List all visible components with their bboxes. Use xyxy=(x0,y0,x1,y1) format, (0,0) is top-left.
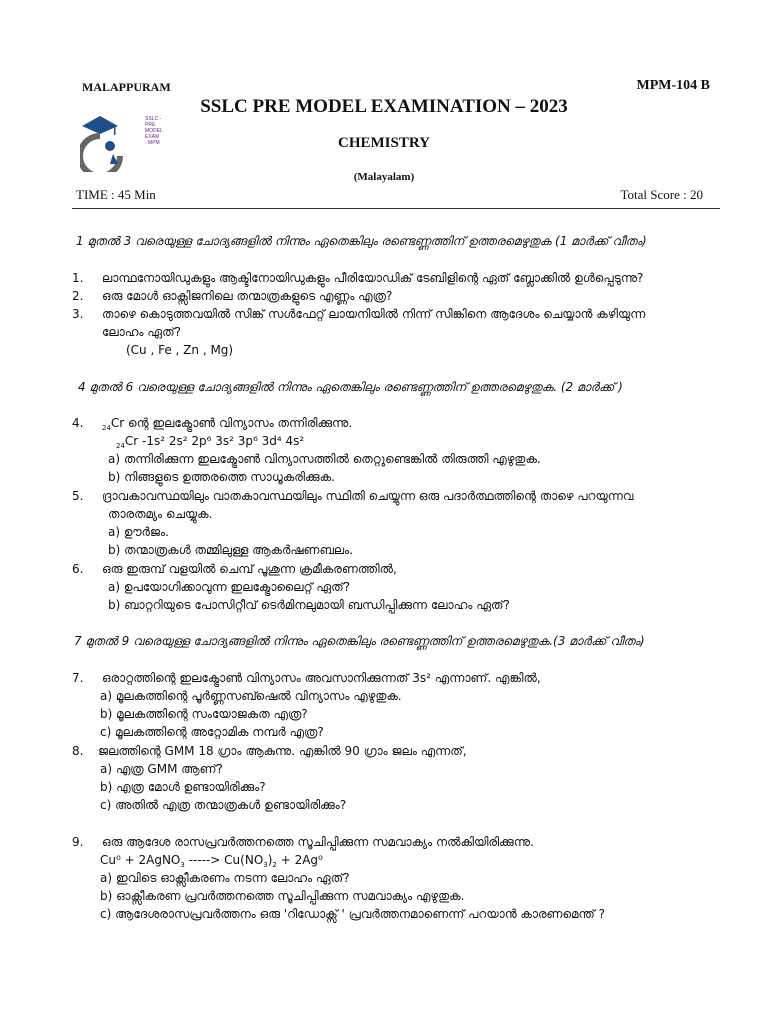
question-4-number: 4. xyxy=(72,416,84,430)
question-9a: a) ഇവിടെ ഓക്സീകരണം നടന്ന ലോഹം ഏത്? xyxy=(100,871,350,885)
question-7-number: 7. xyxy=(72,671,84,685)
question-6b: b) ബാറ്ററിയുടെ പോസിറ്റീവ് ടെർമിനലുമായി ബന്ധിപ്പിക്കുന്ന ലോഹം ഏത്? xyxy=(108,598,510,612)
subject-name: CHEMISTRY xyxy=(338,135,430,151)
question-2 xyxy=(72,288,392,304)
question-4-config xyxy=(116,433,304,451)
logo-line-3: EXAM xyxy=(145,134,160,140)
question-2-text: ഒരു മോൾ ഓക്സിജനിലെ തന്മാത്രകളുടെ എണ്ണം എത്ര? xyxy=(102,289,393,303)
question-2-number: 2. xyxy=(72,289,84,303)
section-2-instruction: 4 മുതൽ 6 വരെയുള്ള ചോദ്യങ്ങളിൽ നിന്നും ഏതെങ്കിലും രണ്ടെണ്ണത്തിന് ഉത്തരമെഴുതുക. (2 മാർക്ക് ) xyxy=(78,380,623,394)
question-9c: c) ആദേശരാസപ്രവർത്തനം ഒരു 'റിഡോക്സ് ' പ്രവർത്തനമാണെന്ന് പറയാൻ കാരണമെന്ത് ? xyxy=(100,907,606,921)
question-5-text-cont: താരതമ്യം ചെയ്യുക. xyxy=(108,507,213,521)
question-6-number: 6. xyxy=(72,562,84,576)
exam-title: SSLC PRE MODEL EXAMINATION – 2023 xyxy=(200,96,568,117)
question-4-atomic-number: 24 xyxy=(102,424,111,432)
question-3-options: (Cu , Fe , Zn , Mg) xyxy=(126,343,234,357)
equation-sub-3: 2 xyxy=(272,861,277,869)
question-5b: b) തന്മാത്രകൾ തമ്മിലുള്ള ആകർഷണബലം. xyxy=(108,543,354,557)
question-8a: a) എത്ര GMM ആണ്? xyxy=(100,762,223,776)
question-9-text: ഒരു ആദേശ രാസപ്രവർത്തനത്തെ സൂചിപ്പിക്കുന്ന സമവാക്യം നൽകിയിരിക്കുന്നു. xyxy=(102,835,534,849)
question-5 xyxy=(72,488,633,504)
question-1 xyxy=(72,270,643,286)
question-4-config-atomic-number: 24 xyxy=(116,442,125,450)
logo-line-4: - MPM xyxy=(145,140,160,146)
question-6a: a) ഉപയോഗിക്കാവുന്ന ഇലക്ട്രോലൈറ്റ് ഏത്? xyxy=(108,580,351,594)
total-score: Total Score : 20 xyxy=(620,187,703,202)
question-7 xyxy=(72,670,541,686)
question-3-text: താഴെ കൊടുത്തവയിൽ സിങ്ക് സൾഫേറ്റ് ലായനിയിൽ നിന്ന് സിങ്കിനെ ആദേശം ചെയ്യാൻ കഴിയുന്ന xyxy=(102,307,646,321)
question-3-text-cont: ലോഹം ഏത്? xyxy=(102,325,182,339)
question-6-text: ഒരു ഇരുമ്പ് വളയിൽ ചെമ്പ് പൂശുന്ന ക്രമീകരണത്തിൽ, xyxy=(102,562,397,576)
equation-part-1: Cu⁰ + 2AgNO xyxy=(100,853,181,867)
equation-part-3: ) xyxy=(267,853,273,867)
question-1-number: 1. xyxy=(72,271,84,285)
question-7-text: ഒരാറ്റത്തിന്റെ ഇലക്ട്രോൺ വിന്യാസം അവസാനിക്കുന്നത് 3s² എന്നാണ്. എങ്കിൽ, xyxy=(102,671,541,685)
time-allowed: TIME : 45 Min xyxy=(76,187,156,202)
question-3 xyxy=(72,306,645,322)
question-5-number: 5. xyxy=(72,489,84,503)
equation-sub-2: 3 xyxy=(263,861,268,869)
question-4-config-text: Cr -1s² 2s² 2p⁶ 3s² 3p⁶ 3d⁴ 4s² xyxy=(124,434,305,448)
question-4-text: Cr ന്റെ ഇലക്ട്രോൺ വിന്യാസം തന്നിരിക്കുന്നു. xyxy=(110,416,353,430)
question-4 xyxy=(72,415,352,433)
question-6 xyxy=(72,561,397,577)
question-7a: a) മൂലകത്തിന്റെ പൂർണ്ണസബ്ഷെൽ വിന്യാസം എഴുതുക. xyxy=(100,689,402,703)
question-5-text: ദ്രാവകാവസ്ഥയിലും വാതകാവസ്ഥയിലും സ്ഥിതി ചെയ്യുന്ന ഒരു പദാർത്ഥത്തിന്റെ താഴെ പറയുന്നവ xyxy=(102,489,634,503)
district-name: MALAPPURAM xyxy=(82,80,171,94)
question-9b: b) ഓക്സീകരണ പ്രവർത്തനത്തെ സൂചിപ്പിക്കുന്ന സമവാക്യം എഴുതുക. xyxy=(100,889,465,903)
section-1-instruction: 1 മുതൽ 3 വരെയുള്ള ചോദ്യങ്ങളിൽ നിന്നും ഏതെങ്കിലും രണ്ടെണ്ണത്തിന് ഉത്തരമെഴുതുക (1 മാർക്ക് വീതം) xyxy=(76,234,647,248)
question-8b: b) എത്ര മോൾ ഉണ്ടായിരിക്കും? xyxy=(100,780,266,794)
equation-part-2: -----> Cu(NO xyxy=(184,853,264,867)
logo-line-1: SSLC - PRE xyxy=(145,116,162,128)
question-5a: a) ഊർജം. xyxy=(108,525,169,539)
question-4a: a) തന്നിരിക്കുന്ന ഇലക്ട്രോൺ വിന്യാസത്തിൽ തെറ്റുണ്ടെങ്കിൽ തിരുത്തി എഴുതുക. xyxy=(108,452,541,466)
equation-part-4: + 2Ag⁰ xyxy=(276,853,323,867)
question-7c: c) മൂലകത്തിന്റെ അറ്റോമിക നമ്പർ എത്ര? xyxy=(100,725,324,739)
question-8 xyxy=(72,743,467,759)
medium-label: (Malayalam) xyxy=(353,171,415,183)
question-8c: c) അതിൽ എത്ര തന്മാത്രകൾ ഉണ്ടായിരിക്കും? xyxy=(100,798,347,812)
question-4b: b) നിങ്ങളുടെ ഉത്തരത്തെ സാധൂകരിക്കുക. xyxy=(108,470,335,484)
question-9-equation xyxy=(100,852,323,870)
paper-code: MPM-104 B xyxy=(636,78,710,93)
logo-line-2: MODEL xyxy=(145,128,163,134)
question-9 xyxy=(72,834,534,850)
question-9-number: 9. xyxy=(72,835,84,849)
question-7b: b) മൂലകത്തിന്റെ സംയോജകത എത്ര? xyxy=(100,707,308,721)
section-3-instruction: 7 മുതൽ 9 വരെയുള്ള ചോദ്യങ്ങളിൽ നിന്നും ഏതെങ്കിലും രണ്ടെണ്ണത്തിന് ഉത്തരമെഴുതുക.(3 മാർക്ക് വീതം) xyxy=(74,634,645,648)
equation-sub-1: 3 xyxy=(180,861,185,869)
header-divider xyxy=(72,208,720,209)
question-8-number: 8. xyxy=(72,744,84,758)
question-3-number: 3. xyxy=(72,307,84,321)
question-1-text: ലാന്ഥനോയിഡുകളും ആക്ടിനോയിഡുകളും പീരിയോഡിക് ടേബിളിന്റെ ഏത് ബ്ലോക്കിൽ ഉൾപ്പെടുന്നു? xyxy=(102,271,644,285)
question-8-text: ജലത്തിന്റെ GMM 18 ഗ്രാം ആകുന്നു. എങ്കിൽ 90 ഗ്രാം ജലം എന്നത്, xyxy=(98,744,467,758)
